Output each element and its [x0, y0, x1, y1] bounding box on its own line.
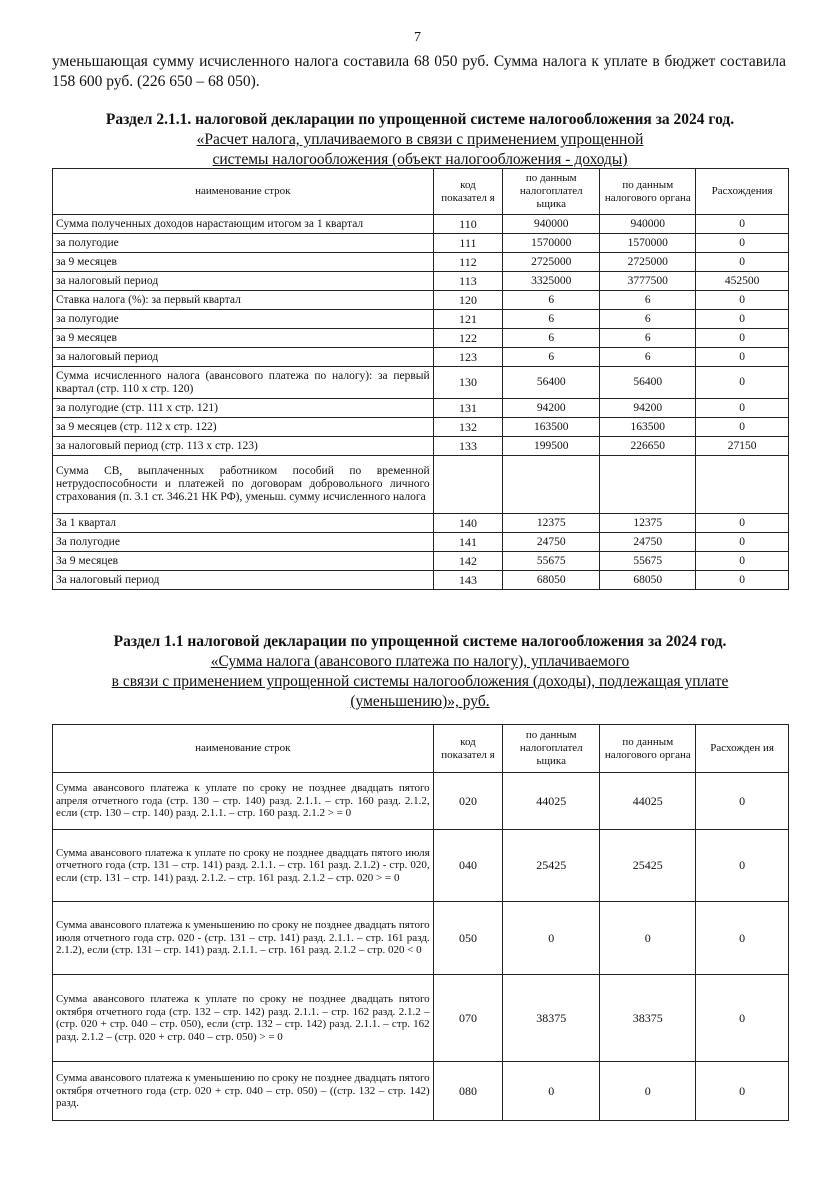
row-taxpayer-value: 1570000 — [503, 234, 600, 253]
table-row — [53, 215, 789, 234]
table-row — [53, 830, 789, 902]
intro-paragraph: уменьшающая сумму исчисленного налога составила 68 050 руб. Сумма налога к уплате в бюджет составила 158 600 руб. (226 650 – 68 050). — [52, 53, 786, 90]
section2-title — [40, 632, 800, 712]
row-taxpayer-value: 56400 — [503, 367, 600, 399]
row-taxpayer-value: 940000 — [503, 215, 600, 234]
row-code-cell: 111 — [433, 234, 503, 253]
row-authority-value: 44025 — [600, 773, 696, 830]
row-difference-value: 0 — [696, 367, 789, 399]
row-difference-value: 0 — [696, 571, 789, 590]
row-name-cell: За 1 квартал — [53, 514, 434, 533]
row-authority-value: 1570000 — [600, 234, 696, 253]
header-cell: код показател я — [433, 725, 503, 773]
row-name-cell: Сумма авансового платежа к уменьшению по сроку не позднее двадцать пятого октября отчетного года (стр. 020 + стр. 040 – стр. 050) – ((стр. 132 – стр. 142) разд. — [53, 1062, 434, 1121]
row-taxpayer-value: 163500 — [503, 418, 600, 437]
row-name-cell: Сумма авансового платежа к уплате по сроку не позднее двадцать пятого октября отчетного года (стр. 132 – стр. 142) разд. 2.1.1. – стр. 162 разд. 2.1.2 – (стр. 020 + стр. 040 – стр. 050), если (стр. 132 – стр. 142) разд. 2.1.1. – стр. 162 разд. 2.1.2 – (стр. 020 + стр. 040 – стр. 050) > = 0 — [53, 975, 434, 1062]
row-code-cell: 142 — [433, 552, 503, 571]
row-difference-value: 0 — [696, 902, 789, 975]
row-taxpayer-value: 38375 — [503, 975, 600, 1062]
row-code-cell: 121 — [433, 310, 503, 329]
table-row — [53, 773, 789, 830]
row-name-cell: Сумма полученных доходов нарастающим итогом за 1 квартал — [53, 215, 434, 234]
row-name-cell: Сумма исчисленного налога (авансового платежа по налогу): за первый квартал (стр. 110 х стр. 120) — [53, 367, 434, 399]
row-difference-value: 0 — [696, 329, 789, 348]
row-authority-value: 38375 — [600, 975, 696, 1062]
row-difference-value: 0 — [696, 552, 789, 571]
row-difference-value: 0 — [696, 830, 789, 902]
section2-subtitle-line3: (уменьшению)», руб. — [350, 693, 490, 710]
table-row — [53, 975, 789, 1062]
row-taxpayer-value: 6 — [503, 291, 600, 310]
row-authority-value: 6 — [600, 291, 696, 310]
section1-subtitle-line1: «Расчет налога, уплачиваемого в связи с применением упрощенной — [196, 131, 644, 148]
section1-title — [40, 110, 800, 170]
row-code-cell: 123 — [433, 348, 503, 367]
header-cell: Расхожден ия — [696, 725, 789, 773]
row-name-cell: за налоговый период (стр. 113 х стр. 123) — [53, 437, 434, 456]
header-cell: по данным налогоплател ьщика — [503, 169, 600, 215]
row-code-cell: 080 — [433, 1062, 503, 1121]
row-difference-value: 0 — [696, 348, 789, 367]
row-name-cell: Сумма авансового платежа к уплате по сроку не позднее двадцать пятого июля отчетного года (стр. 131 – стр. 141) разд. 2.1.1. – стр. 161 разд. 2.1.2) - стр. 020, если (стр. 131 – стр. 141) разд. 2.1.2. – стр. 161 разд. 2.1.2 – стр. 020 > = 0 — [53, 830, 434, 902]
row-taxpayer-value: 199500 — [503, 437, 600, 456]
table-row — [53, 456, 789, 514]
row-name-cell: За налоговый период — [53, 571, 434, 590]
row-code-cell: 112 — [433, 253, 503, 272]
row-code-cell: 140 — [433, 514, 503, 533]
section2-title-bold: Раздел 1.1 налоговой декларации по упрощенной системе налогообложения за 2024 год. — [113, 633, 727, 650]
row-taxpayer-value: 0 — [503, 902, 600, 975]
row-name-cell: за 9 месяцев — [53, 329, 434, 348]
header-cell: наименование строк — [53, 169, 434, 215]
row-taxpayer-value: 55675 — [503, 552, 600, 571]
row-authority-value: 0 — [600, 1062, 696, 1121]
row-authority-value: 3777500 — [600, 272, 696, 291]
table-row — [53, 399, 789, 418]
row-taxpayer-value: 6 — [503, 348, 600, 367]
row-name-cell: За 9 месяцев — [53, 552, 434, 571]
row-authority-value: 163500 — [600, 418, 696, 437]
section1-header-row — [53, 169, 789, 215]
row-taxpayer-value: 12375 — [503, 514, 600, 533]
table-row — [53, 514, 789, 533]
row-name-cell: Ставка налога (%): за первый квартал — [53, 291, 434, 310]
section1-title-bold: Раздел 2.1.1. налоговой декларации по упрощенной системе налогообложения за 2024 год. — [105, 111, 735, 128]
row-difference-value: 0 — [696, 533, 789, 552]
row-difference-value: 0 — [696, 234, 789, 253]
row-code-cell: 120 — [433, 291, 503, 310]
row-taxpayer-value: 24750 — [503, 533, 600, 552]
header-cell: наименование строк — [53, 725, 434, 773]
section2-table-body — [53, 773, 789, 1121]
row-difference-value: 0 — [696, 773, 789, 830]
row-taxpayer-value: 25425 — [503, 830, 600, 902]
row-authority-value: 24750 — [600, 533, 696, 552]
table-row — [53, 571, 789, 590]
row-name-cell: за 9 месяцев — [53, 253, 434, 272]
section1-table-body — [53, 215, 789, 590]
row-name-cell: Сумма авансового платежа к уменьшению по сроку не позднее двадцать пятого июля отчетного года стр. 020 - (стр. 131 – стр. 141) разд. 2.1.1. – стр. 161 разд. 2.1.2), если (стр. 131 – стр. 141) разд. 2.1.1. – стр. 161 разд. 2.1.2 – стр. 020 < 0 — [53, 902, 434, 975]
header-cell: по данным налогоплател ьщика — [503, 725, 600, 773]
row-authority-value: 226650 — [600, 437, 696, 456]
row-code-cell: 130 — [433, 367, 503, 399]
table-row — [53, 533, 789, 552]
row-code-cell: 040 — [433, 830, 503, 902]
row-name-cell: за налоговый период — [53, 348, 434, 367]
row-name-cell: за полугодие — [53, 234, 434, 253]
table-row — [53, 253, 789, 272]
table-row — [53, 552, 789, 571]
row-authority-value: 12375 — [600, 514, 696, 533]
row-difference-value: 0 — [696, 399, 789, 418]
row-name-cell: за 9 месяцев (стр. 112 х стр. 122) — [53, 418, 434, 437]
row-code-cell: 070 — [433, 975, 503, 1062]
row-authority-value: 68050 — [600, 571, 696, 590]
page-number: 7 — [414, 30, 421, 45]
section1-table — [52, 168, 789, 590]
row-code-cell: 143 — [433, 571, 503, 590]
row-code-cell: 132 — [433, 418, 503, 437]
table-row — [53, 437, 789, 456]
row-taxpayer-value: 94200 — [503, 399, 600, 418]
row-taxpayer-value: 2725000 — [503, 253, 600, 272]
section1-subtitle-line2: системы налогообложения (объект налогообложения - доходы) — [212, 151, 628, 168]
row-name-cell: За полугодие — [53, 533, 434, 552]
row-name-cell: за полугодие (стр. 111 х стр. 121) — [53, 399, 434, 418]
header-cell: по данным налогового органа — [600, 725, 696, 773]
row-code-cell: 133 — [433, 437, 503, 456]
row-authority-value: 55675 — [600, 552, 696, 571]
row-code-cell: 113 — [433, 272, 503, 291]
row-taxpayer-value: 68050 — [503, 571, 600, 590]
row-name-cell: за налоговый период — [53, 272, 434, 291]
row-difference-value: 0 — [696, 253, 789, 272]
row-name-cell: за полугодие — [53, 310, 434, 329]
row-code-cell: 110 — [433, 215, 503, 234]
table-row — [53, 291, 789, 310]
row-code-cell: 141 — [433, 533, 503, 552]
row-code-cell: 020 — [433, 773, 503, 830]
table-row — [53, 1062, 789, 1121]
row-difference-value: 27150 — [696, 437, 789, 456]
section2-header-row — [53, 725, 789, 773]
row-authority-value: 94200 — [600, 399, 696, 418]
table-row — [53, 367, 789, 399]
table-row — [53, 272, 789, 291]
section2-subtitle-line2: в связи с применением упрощенной системы налогообложения (доходы), подлежащая уплате — [111, 673, 729, 690]
row-authority-value: 6 — [600, 329, 696, 348]
table-row — [53, 329, 789, 348]
row-code-cell: 131 — [433, 399, 503, 418]
row-code-cell — [433, 456, 503, 514]
row-name-cell: Сумма СВ, выплаченных работником пособий по временной нетрудоспособности и платежей по договорам добровольного личного страхования (п. 3.1 ст. 346.21 НК РФ), уменьш. сумму исчисленного налога — [53, 456, 434, 514]
row-difference-value: 0 — [696, 418, 789, 437]
table-row — [53, 902, 789, 975]
row-difference-value: 0 — [696, 291, 789, 310]
row-taxpayer-value: 3325000 — [503, 272, 600, 291]
row-authority-value: 56400 — [600, 367, 696, 399]
row-code-cell: 050 — [433, 902, 503, 975]
row-name-cell: Сумма авансового платежа к уплате по сроку не позднее двадцать пятого апреля отчетного года (стр. 130 – стр. 140) разд. 2.1.1. – стр. 160 разд. 2.1.2, если (стр. 130 – стр. 140) разд. 2.1.1. – стр. 160 разд. 2.1.2 > = 0 — [53, 773, 434, 830]
row-authority-value: 6 — [600, 348, 696, 367]
row-authority-value: 940000 — [600, 215, 696, 234]
row-taxpayer-value — [503, 456, 600, 514]
row-authority-value: 0 — [600, 902, 696, 975]
row-difference-value: 0 — [696, 514, 789, 533]
row-difference-value: 0 — [696, 975, 789, 1062]
row-difference-value: 0 — [696, 215, 789, 234]
header-cell: Расхождения — [696, 169, 789, 215]
header-cell: код показател я — [433, 169, 503, 215]
header-cell: по данным налогового органа — [600, 169, 696, 215]
row-authority-value: 6 — [600, 310, 696, 329]
row-difference-value: 0 — [696, 1062, 789, 1121]
row-difference-value: 0 — [696, 310, 789, 329]
table-row — [53, 418, 789, 437]
row-taxpayer-value: 6 — [503, 310, 600, 329]
table-row — [53, 310, 789, 329]
table-row — [53, 348, 789, 367]
row-taxpayer-value: 44025 — [503, 773, 600, 830]
section2-table — [52, 724, 789, 1121]
row-authority-value: 2725000 — [600, 253, 696, 272]
row-authority-value: 25425 — [600, 830, 696, 902]
row-code-cell: 122 — [433, 329, 503, 348]
row-difference-value — [696, 456, 789, 514]
row-authority-value — [600, 456, 696, 514]
row-taxpayer-value: 0 — [503, 1062, 600, 1121]
row-taxpayer-value: 6 — [503, 329, 600, 348]
section2-subtitle-line1: «Сумма налога (авансового платежа по налогу), уплачиваемого — [210, 653, 630, 670]
row-difference-value: 452500 — [696, 272, 789, 291]
table-row — [53, 234, 789, 253]
